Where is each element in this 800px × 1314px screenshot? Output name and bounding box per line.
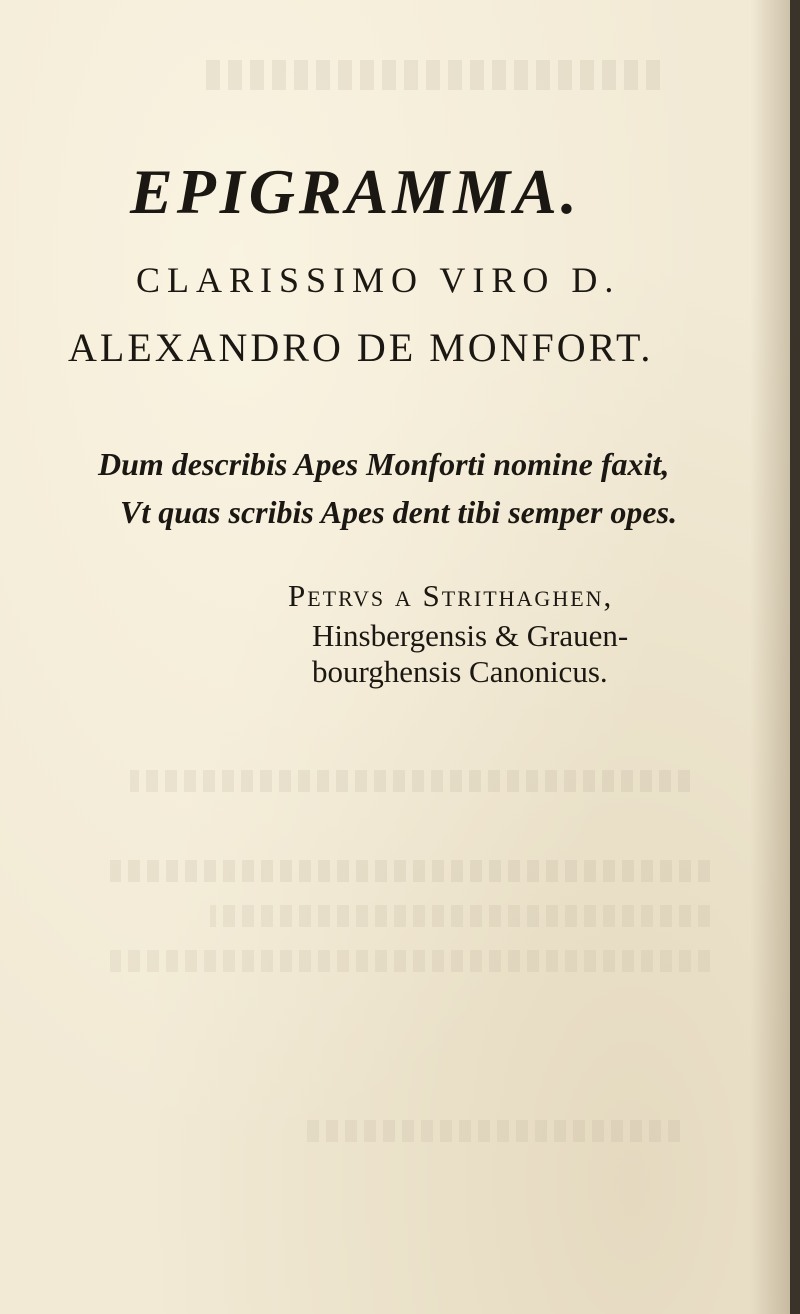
page-edge-shadow	[750, 0, 790, 1314]
show-through-decoration	[110, 950, 710, 972]
author-affiliation-line-2: bourghensis Canonicus.	[312, 654, 608, 689]
verse-line-1: Dum describis Apes Monforti nomine faxit,	[98, 446, 670, 482]
epigram-title: EPIGRAMMA.	[130, 156, 581, 227]
show-through-decoration	[110, 860, 710, 882]
dedication-line-1: CLARISSIMO VIRO D.	[136, 260, 621, 300]
author-affiliation-line-1: Hinsbergensis & Grauen-	[312, 618, 629, 653]
show-through-decoration	[130, 770, 690, 792]
show-through-decoration	[210, 905, 710, 927]
author-name: Petrvs a Strithaghen,	[288, 578, 614, 613]
show-through-decoration	[300, 1120, 680, 1142]
verse-line-2: Vt quas scribis Apes dent tibi semper opes.	[120, 494, 678, 530]
dedication-line-2: ALEXANDRO DE MONFORT.	[68, 325, 654, 370]
show-through-decoration	[200, 60, 660, 90]
